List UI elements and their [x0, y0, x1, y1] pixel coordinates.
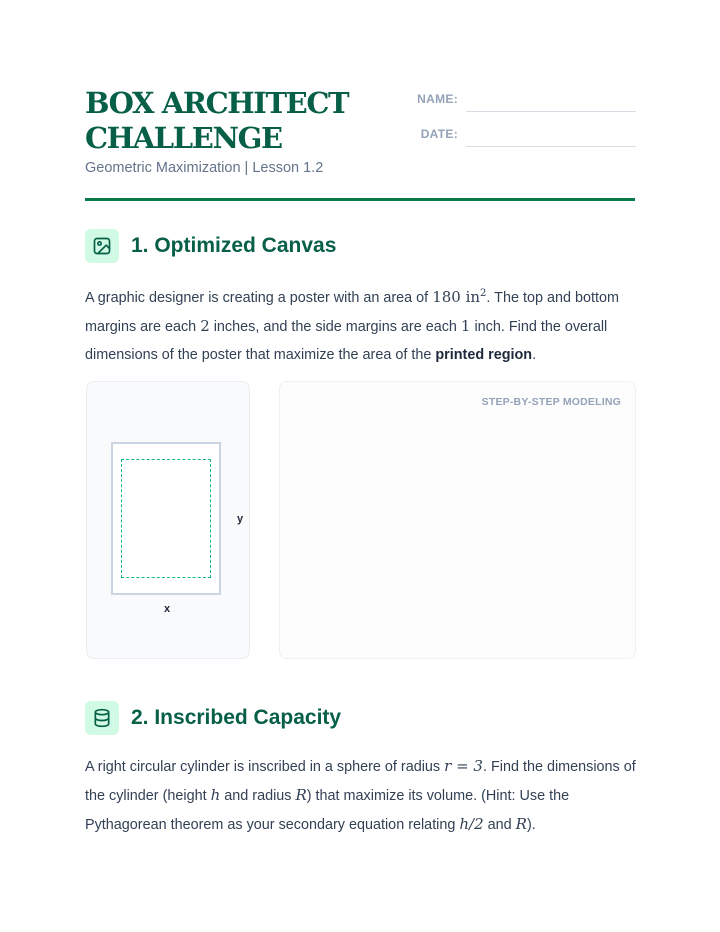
header-divider: [85, 198, 635, 201]
radius-variable: R: [295, 786, 307, 804]
problem-text: . Find the dimensions of the cylinder (height: [85, 759, 636, 804]
image-icon: [85, 229, 119, 263]
date-line[interactable]: [466, 146, 636, 147]
name-label: NAME:: [417, 92, 458, 106]
problem-text: inch. Find the overall dimensions of the poster that maximize the area of the: [85, 319, 608, 363]
top-margin-value: 2: [200, 317, 210, 335]
section-1-header: [85, 229, 336, 263]
printed-region: [121, 459, 211, 578]
problem-text: ) that maximize its volume. (Hint: Use the Pythagorean theorem as your secondary equation relating: [85, 788, 570, 833]
problem-text: and: [483, 817, 516, 833]
name-field[interactable]: [380, 90, 636, 125]
problem-text: A right circular cylinder is inscribed in a sphere of radius: [85, 759, 445, 775]
printed-region-emphasis: printed region: [435, 347, 533, 363]
date-field[interactable]: [380, 125, 636, 160]
poster-outline: [111, 442, 221, 595]
half-height-expression: h/2: [459, 815, 484, 833]
section-2-problem: [85, 752, 645, 839]
section-2-title: 2. Inscribed Capacity: [131, 706, 342, 729]
problem-text: and radius: [220, 788, 296, 804]
radius-variable: R: [515, 815, 527, 833]
modeling-workspace[interactable]: [279, 381, 636, 659]
y-dimension-label: y: [237, 513, 244, 525]
database-icon: [85, 701, 119, 735]
page-title: [85, 86, 385, 156]
problem-text: A graphic designer is creating a poster with an area of: [85, 290, 433, 306]
section-1-problem: [85, 280, 645, 369]
name-line[interactable]: [466, 111, 636, 112]
title-block: [85, 86, 385, 176]
date-label: DATE:: [420, 127, 458, 141]
problem-text: . The top and bottom margins are each: [85, 290, 619, 335]
modeling-label: STEP-BY-STEP MODELING: [481, 396, 621, 408]
student-fields: [380, 90, 636, 160]
side-margin-value: 1: [460, 317, 471, 335]
x-dimension-label: x: [164, 603, 171, 615]
poster-diagram: [86, 381, 250, 659]
title-line-2: CHALLENGE: [85, 121, 282, 155]
page-subtitle: Geometric Maximization | Lesson 1.2: [85, 160, 324, 176]
height-variable: h: [210, 786, 221, 804]
section-2-header: [85, 701, 341, 735]
area-value: 180 $in^2$: [432, 288, 487, 306]
problem-text: ).: [526, 817, 536, 833]
title-line-1: BOX ARCHITECT: [85, 86, 349, 120]
radius-expression: r = 3: [444, 757, 483, 775]
problem-text: .: [532, 347, 537, 363]
section-1-title: 1. Optimized Canvas: [131, 234, 337, 257]
problem-text: inches, and the side margins are each: [209, 319, 461, 335]
